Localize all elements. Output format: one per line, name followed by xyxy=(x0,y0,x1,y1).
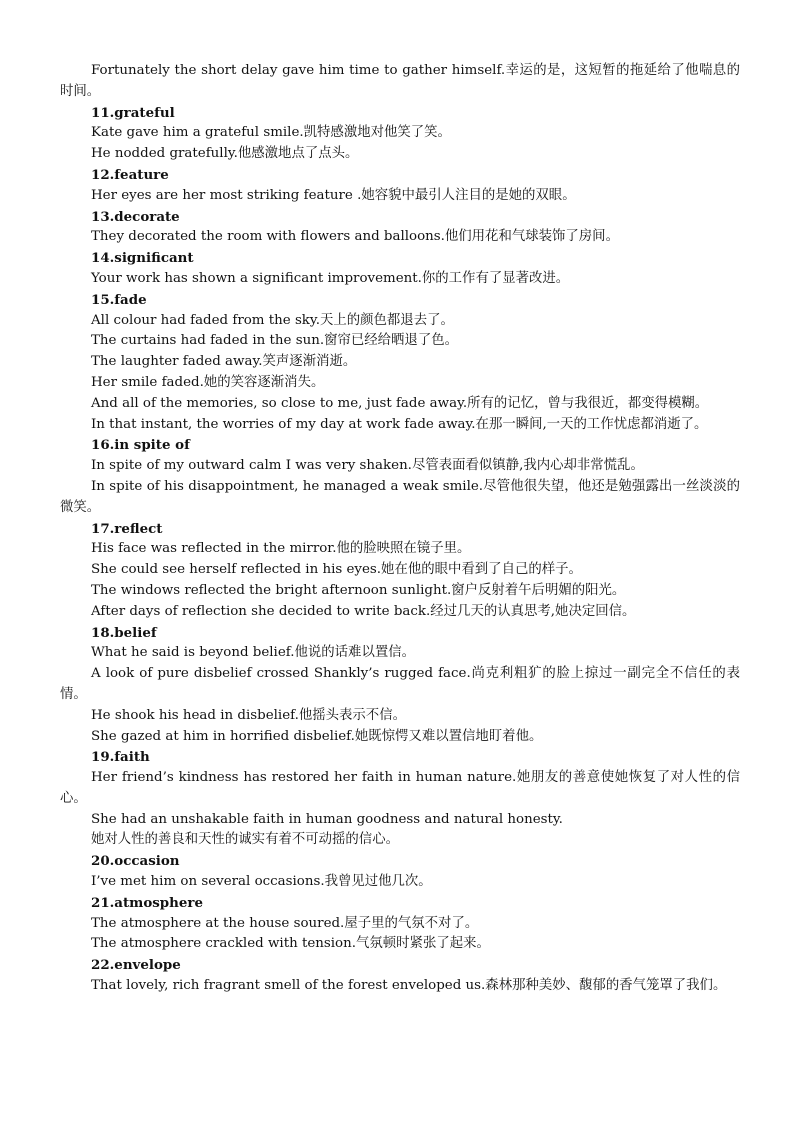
example-sentence: He shook his head in disbelief.他摇头表示不信。 xyxy=(91,707,406,723)
vocab-heading-belief: 18.belief xyxy=(91,624,157,641)
vocab-heading-in-spite-of: 16.in spite of xyxy=(91,437,190,454)
example-sentence: Her friend’s kindness has restored her faith in human nature.她朋友的善意使她恢复了对人性的信心。 xyxy=(60,770,740,806)
example-sentence: Fortunately the short delay gave him time to gather himself.幸运的是，这短暂的拖延给了他喘息的时间。 xyxy=(60,63,740,99)
example-sentence: The curtains had faded in the sun.窗帘已经给晒退了色。 xyxy=(91,333,458,349)
example-sentence: She gazed at him in horrified disbelief.她既惊愕又难以置信地盯着他。 xyxy=(91,728,543,744)
vocab-heading-feature: 12.feature xyxy=(91,166,169,183)
example-sentence: The atmosphere at the house soured.屋子里的气氛不对了。 xyxy=(91,915,479,931)
vocab-heading-atmosphere: 21.atmosphere xyxy=(91,894,203,911)
vocab-heading-fade: 15.fade xyxy=(91,291,147,308)
example-sentence: The laughter faded away.笑声逐渐消逝。 xyxy=(91,354,357,370)
example-sentence: Her smile faded.她的笑容逐渐消失。 xyxy=(91,374,325,390)
example-sentence: All colour had faded from the sky.天上的颜色都退去了。 xyxy=(91,312,454,328)
vocab-heading-faith: 19.faith xyxy=(91,749,150,766)
example-sentence: She could see herself reflected in his eyes.她在他的眼中看到了自己的样子。 xyxy=(91,562,582,578)
vocab-heading-decorate: 13.decorate xyxy=(91,208,180,225)
vocab-heading-occasion: 20.occasion xyxy=(91,853,180,870)
document-page xyxy=(60,61,740,997)
vocab-heading-significant: 14.significant xyxy=(91,250,194,267)
example-sentence: What he said is beyond belief.他说的话难以置信。 xyxy=(91,645,416,661)
example-sentence: Kate gave him a grateful smile.凯特感激地对他笑了笑。 xyxy=(91,125,451,141)
vocab-heading-reflect: 17.reflect xyxy=(91,520,163,537)
example-sentence: She had an unshakable faith in human goodness and natural honesty. xyxy=(91,811,563,827)
example-sentence: Her eyes are her most striking feature .她容貌中最引人注目的是她的双眼。 xyxy=(91,187,576,203)
example-translation: 她对人性的善良和天性的诚实有着不可动摇的信心。 xyxy=(91,832,399,848)
example-sentence: In spite of his disappointment, he managed a weak smile.尽管他很失望，他还是勉强露出一丝淡淡的微笑。 xyxy=(60,478,740,515)
example-sentence: The windows reflected the bright afternoon sunlight.窗户反射着午后明媚的阳光。 xyxy=(91,582,626,598)
example-sentence: In spite of my outward calm I was very shaken.尽管表面看似镇静,我内心却非常慌乱。 xyxy=(91,458,644,474)
example-sentence: After days of reflection she decided to write back.经过几天的认真思考,她决定回信。 xyxy=(91,603,636,619)
example-sentence: The atmosphere crackled with tension.气氛顿时紧张了起来。 xyxy=(91,936,490,952)
example-sentence: And all of the memories, so close to me, just fade away.所有的记忆，曾与我很近，都变得模糊。 xyxy=(91,395,709,411)
example-sentence: That lovely, rich fragrant smell of the forest enveloped us.森林那种美妙、馥郁的香气笼罩了我们。 xyxy=(91,978,727,994)
example-sentence: In that instant, the worries of my day at work fade away.在那一瞬间,一天的工作忧虑都消逝了。 xyxy=(91,416,708,432)
example-sentence: They decorated the room with flowers and balloons.他们用花和气球装饰了房间。 xyxy=(91,229,619,245)
example-sentence: His face was reflected in the mirror.他的脸映照在镜子里。 xyxy=(91,541,471,557)
example-sentence: I’ve met him on several occasions.我曾见过他几次。 xyxy=(91,874,432,890)
example-sentence: A look of pure disbelief crossed Shankly’s rugged face.尚克利粗犷的脸上掠过一副完全不信任的表情。 xyxy=(60,666,740,702)
vocab-heading-envelope: 22.envelope xyxy=(91,957,181,974)
vocab-heading-grateful: 11.grateful xyxy=(91,104,175,121)
example-sentence: Your work has shown a significant improvement.你的工作有了显著改进。 xyxy=(91,270,570,286)
example-sentence: He nodded gratefully.他感激地点了点头。 xyxy=(91,146,359,162)
